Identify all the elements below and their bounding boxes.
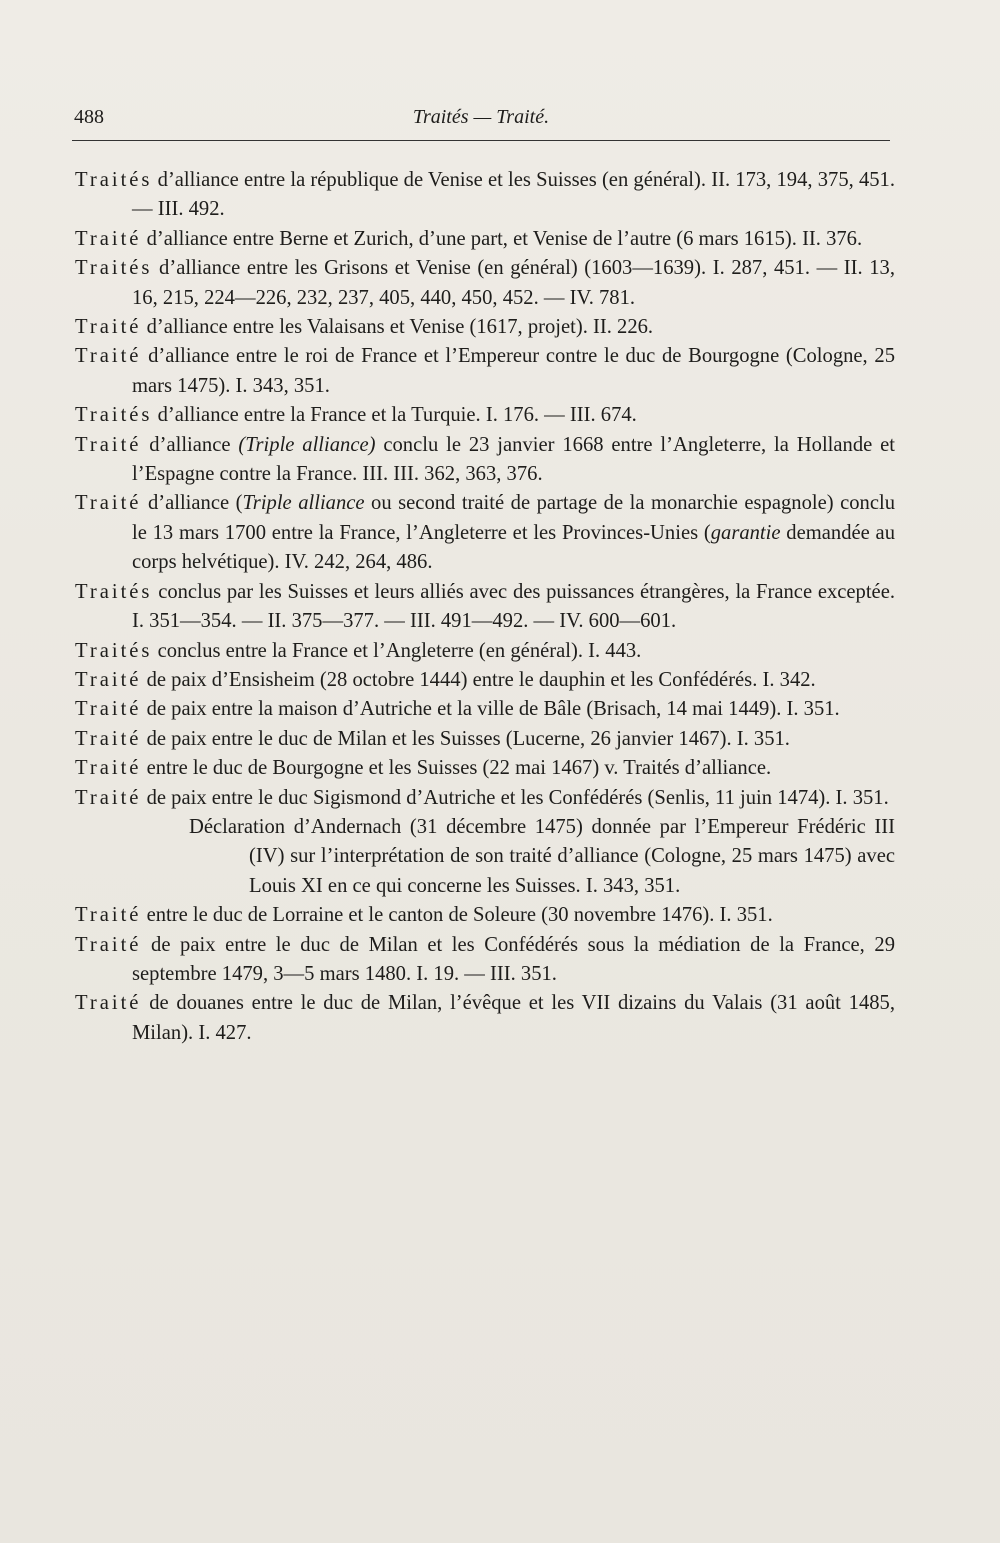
index-entry — [75, 989, 895, 1048]
entry-keyword: Traités — [75, 580, 153, 603]
entry-text: d’alliance entre les Valaisans et Venise (1617, projet). II. 226. — [141, 316, 654, 339]
entry-keyword: Traité — [75, 698, 142, 721]
index-entry — [75, 431, 895, 490]
index-entry — [75, 637, 895, 666]
entry-text: conclus entre la France et l’Angleterre (en général). I. 443. — [152, 639, 642, 662]
index-entry — [75, 784, 895, 813]
index-entry — [75, 254, 895, 313]
running-head: Traités — Traité. — [412, 106, 550, 128]
entry-keyword: Traités — [75, 257, 153, 280]
entry-keyword: Traité — [75, 227, 142, 250]
entry-text: d’alliance ( — [141, 492, 243, 515]
entry-text: de paix d’Ensisheim (28 octobre 1444) entre le dauphin et les Confédérés. I. 342. — [141, 668, 816, 691]
entry-keyword: Traité — [75, 492, 142, 515]
entry-text: de paix entre le duc de Milan et les Confédérés sous la médiation de la France, 29 septembre 1479, 3—5 mars 1480. I. 19. — III. 351. — [132, 933, 895, 985]
entry-keyword: Traité — [75, 345, 142, 368]
entry-text: conclu le 23 janvier 1668 entre l’Angleterre, la Hollande et l’Espagne contre la France. III. III. 362, 363, 376. — [132, 433, 896, 486]
entry-text: ou second traité de partage de la monarchie espagnole) conclu le 13 mars 1700 entre la France, l’Angleterre et les Provinces-Unies ( — [132, 492, 895, 544]
entry-text: de paix entre le duc Sigismond d’Autriche et les Confédérés (Senlis, 11 juin 1474). I. 351. — [141, 786, 889, 809]
index-entry — [75, 225, 895, 254]
entry-keyword: Traité — [75, 992, 142, 1015]
index-entry — [75, 313, 895, 342]
entry-text-italic: garantie — [710, 521, 781, 544]
entry-keyword: Traité — [75, 786, 142, 809]
index-entry — [75, 489, 895, 577]
entry-keyword: Traité — [75, 433, 142, 456]
entry-keyword: Traité — [75, 727, 142, 750]
index-entry — [75, 813, 895, 901]
entry-text: d’alliance — [141, 433, 239, 456]
entry-text: entre le duc de Lorraine et le canton de Soleure (30 novembre 1476). I. 351. — [141, 904, 773, 927]
index-entries — [75, 166, 895, 1048]
entry-text: conclus par les Suisses et leurs alliés avec des puissances étrangères, la France exceptée. I. 351—354. — II. 375—377. — III. 491—492. — IV. 600—601. — [132, 580, 895, 633]
index-entry — [75, 695, 895, 724]
entry-text: d’alliance entre Berne et Zurich, d’une part, et Venise de l’autre (6 mars 1615). II. 376. — [141, 227, 863, 250]
entry-keyword: Traité — [75, 668, 142, 691]
index-entry — [75, 166, 895, 225]
entry-keyword: Traités — [75, 639, 153, 662]
entry-keyword: Traité — [75, 933, 142, 956]
entry-text: d’alliance entre le roi de France et l’Empereur contre le duc de Bourgogne (Cologne, 25 mars 1475). I. 343, 351. — [132, 345, 895, 397]
index-entry — [75, 578, 895, 637]
index-entry — [75, 401, 895, 430]
entry-text: de paix entre le duc de Milan et les Suisses (Lucerne, 26 janvier 1467). I. 351. — [141, 727, 790, 750]
entry-keyword: Traité — [75, 757, 142, 780]
index-entry — [75, 342, 895, 401]
index-entry — [75, 901, 895, 930]
page-header — [72, 104, 890, 141]
entry-keyword: Traité — [75, 316, 142, 339]
entry-text: d’alliance entre les Grisons et Venise (en général) (1603—1639). I. 287, 451. — II. 13, 16, 215, 224—226, 232, 237, 405, 440, 450, 452. — IV. 781. — [132, 257, 895, 309]
entry-text: Déclaration d’Andernach (31 décembre 1475) donnée par l’Empereur Frédéric III (IV) sur l’interprétation de son traité d’alliance (Cologne, 25 mars 1475) avec Louis XI en ce qui concerne les Suisses. I. 343, 351. — [189, 815, 895, 897]
entry-text: entre le duc de Bourgogne et les Suisses (22 mai 1467) v. Traités d’alliance. — [141, 757, 772, 780]
entry-keyword: Traités — [75, 169, 153, 191]
entry-text: de douanes entre le duc de Milan, l’évêque et les VII dizains du Valais (31 août 1485, Milan). I. 427. — [132, 992, 895, 1044]
entry-text-italic: (Triple alliance) — [238, 433, 376, 456]
entry-text-italic: Triple alliance — [242, 492, 365, 515]
entry-text: d’alliance entre la république de Venise et les Suisses (en général). II. 173, 194, 375, 451. — III. 492. — [132, 169, 895, 221]
page-number: 488 — [74, 106, 104, 128]
index-entry — [75, 754, 895, 783]
index-entry — [75, 931, 895, 990]
entry-text: d’alliance entre la France et la Turquie. I. 176. — III. 674. — [152, 404, 637, 427]
entry-text: de paix entre la maison d’Autriche et la ville de Bâle (Brisach, 14 mai 1449). I. 351. — [141, 698, 840, 721]
index-entry — [75, 725, 895, 754]
entry-keyword: Traités — [75, 404, 153, 427]
entry-keyword: Traité — [75, 904, 142, 927]
index-entry — [75, 666, 895, 695]
entry-text: demandée au corps helvétique). IV. 242, 264, 486. — [132, 521, 895, 574]
